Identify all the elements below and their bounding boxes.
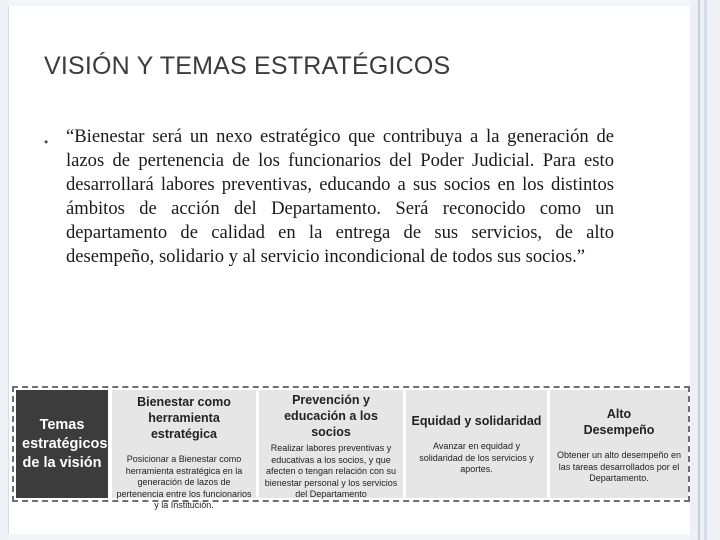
- theme-description: Posicionar a Bienestar como herramienta estratégica en la generación de lazos de pertenencia entre los funcionarios y la Institución.: [116, 454, 252, 510]
- vision-statement: “Bienestar será un nexo estratégico que contribuya a la generación de lazos de pertenencia de los funcionarios del Poder Judicial. Para esto desarrollará labores preventivas, educando a sus socios en los distintos ámbitos de acción del Departamento. Será reconocido como un departamento de calidad en la entrega de sus servicios, de alto desempeño, solidario y al servicio incondicional de todos sus socios.”: [66, 126, 614, 267]
- theme-description: Realizar labores preventivas y educativas a los socios, y que afecten o tengan relación con su bienestar personal y los servicios del Departamento: [264, 443, 398, 499]
- theme-description: Obtener un alto desempeño en las tareas desarrollados por el Departamento.: [556, 450, 682, 483]
- themes-label-cell: [16, 390, 108, 498]
- themes-label: Temas estratégicos de la visión: [22, 416, 108, 471]
- theme-column: [404, 390, 547, 498]
- theme-column: [110, 390, 256, 510]
- theme-heading: Equidad y solidaridad: [411, 414, 542, 428]
- theme-column: [548, 390, 688, 498]
- bullet-marker: •: [44, 135, 49, 149]
- slide-frame-bottom: [8, 534, 690, 540]
- slide-frame-top: [8, 0, 690, 6]
- theme-heading: Prevención y educación a los socios: [284, 393, 378, 439]
- vision-bullet: [44, 125, 614, 269]
- theme-description: Avanzar en equidad y solidaridad de los servicios y aportes.: [419, 441, 534, 474]
- slide-frame-left: [0, 0, 9, 540]
- strategic-themes-table: [12, 386, 690, 510]
- theme-column: [257, 390, 403, 498]
- theme-heading: Alto Desempeño: [583, 407, 655, 437]
- slide-frame-right: [690, 0, 720, 540]
- slide-title: VISIÓN Y TEMAS ESTRATÉGICOS: [44, 52, 451, 80]
- theme-heading: Bienestar como herramienta estratégica: [137, 395, 231, 441]
